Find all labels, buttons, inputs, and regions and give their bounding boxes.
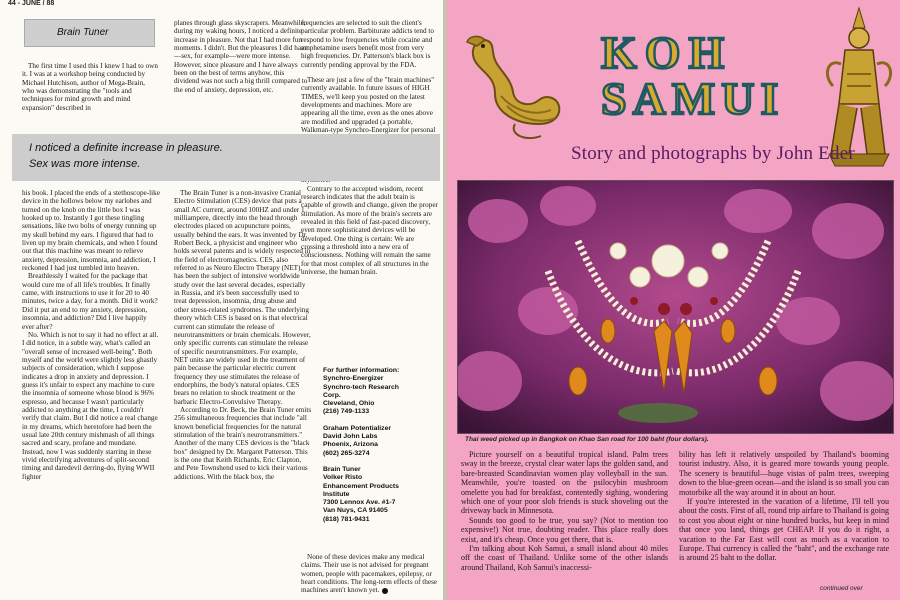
byline: Story and photographs by John Eder — [571, 143, 855, 164]
closing-paragraph-box — [301, 553, 438, 595]
photo-caption: Thai weed picked up in Bangkok on Khao San road for 100 baht (four dollars). — [465, 436, 709, 443]
contact-info — [323, 367, 399, 524]
continued-over-label: continued over — [820, 585, 863, 592]
contact-line: Phoenix, Arizona — [323, 441, 378, 449]
column-1-bottom — [22, 189, 160, 481]
title-line-2: SAMUI — [601, 73, 785, 118]
section-title-box — [24, 19, 155, 47]
paragraph: Sounds too good to be true, you say? (Not to mention too expensive!) Not true, doubting reader. This place really does exist, and it's cheap. Once you get there, that is. — [461, 515, 668, 544]
contact-line: Enhancement Products — [323, 482, 399, 490]
title-logo — [577, 28, 867, 118]
paragraph: planes through glass skyscrapers. Meanwhile, during my waking hours, I noticed a definite increase in pleasure. Not that I had more fun moments. I didn't. But the pleasures I did have—sex, for example—were more intense. However, since pleasure and I have always been on the best of terms anyhow, this dividend was not such a big thrill compared to the end of anxiety, depression, etc. — [174, 19, 308, 94]
contact-line: Van Nuys, CA 91405 — [323, 507, 388, 515]
closing-paragraph — [301, 553, 438, 595]
paragraph: I'm talking about Koh Samui, a small island about 40 miles off the coast of Thailand. Unlike some of the other islands around Thailand, Koh Samui's inaccessi- — [461, 544, 668, 572]
pull-quote — [12, 134, 440, 181]
contact-line: Synchro-Energizer — [323, 375, 384, 383]
contact-line: Institute — [323, 490, 350, 498]
contact-block — [323, 375, 399, 416]
contact-line: 7300 Lennox Ave. #1-7 — [323, 499, 396, 507]
column-2-top — [174, 19, 310, 94]
paragraph: No. Which is not to say it had no effect at all. I did notice, in a subtle way, what's called an "overall sense of increased well-being". Both myself and the world were slightly less ghastly subjects of consideration, which I suppose indicates a drop in anxiety and depression. I guess it's unfair to expect any machine to cure the insomnia of someone whose blood is 96% espresso, and because I wasn't particularly addicted to anything at the time, I couldn't verify that claim. But I did notice a real change in my dreams, which heretofore had been the usual late 20th century mishmash of all things sacred and scary, profane and mundane. Instead, now I was suddenly starring in these vivid electrifying adventures of split-second timing and daredevil derring-do, flying WWII fighter — [22, 330, 159, 481]
pull-quote-line-2: Sex was more intense. — [29, 158, 141, 170]
right-page — [447, 0, 900, 600]
contact-header: For further information: — [323, 367, 400, 374]
contact-block — [323, 425, 399, 458]
closing-text: None of these devices make any medical claims. Their use is not advised for pregnant women, people with pacemakers, epilepsy, or heart conditions. The long-term effects of these machines aren't known yet. — [301, 553, 438, 595]
section-title: Brain Tuner — [57, 27, 109, 38]
contact-line: Corp. — [323, 391, 341, 399]
paragraph: These are just a few of the "brain machines" currently available. In future issues of HIGH TIMES, we'll keep you posted on the latest developments and machines. More are appearing all the time, even as the ones above are modified and upgraded (a portable, Walkman-type Synchro-Energizer for personal — [301, 76, 436, 135]
end-bullet-icon — [382, 588, 388, 594]
paragraph: Breathlessly I waited for the package that would cure me of all life's troubles. It finally came, with instructions to use it for 20 to 40 minutes, twice a day, for a month. Did it work? Did it put an end to my anxiety, depression, insomnia, and addiction? Did I live happily ever after? — [22, 272, 158, 331]
article-column-1 — [461, 450, 668, 572]
contact-line: Cleveland, Ohio — [323, 400, 375, 408]
contact-line: (818) 781-9431 — [323, 515, 370, 523]
page-folio: 44 - JUNE / 88 — [8, 0, 55, 7]
contact-line: David John Labs — [323, 433, 378, 441]
paragraph: The Brain Tuner is a non-invasive Cranial Electro Stimulation (CES) device that puts a small AC current, around 100HZ and under 1 milliampere, directly into the head through electrodes placed on acupuncture points, usually behind the ears. It was invented by Dr. Robert Beck, a physicist and engineer who holds several patents and is widely respected in the field of electromagnetics. CES, also referred to as Neuro Electro Therapy (NET), has been the subject of intensive worldwide study over the last several decades, especially in Russia, and it's been successfully used to treat depression, insomnia, drug abuse and other stress-related syndromes. The underlying theory which CES is based on is that electrical current can stimulate the release of neurotransmitters or brain chemicals. However, only specific currents can stimulate the release of specific neurotransmitters. For example, NET units are widely used in the treatment of pain because the particular electric current frequency they use stimulates the release of endorphins, the body's natural opiates. CES bears no relation to shock treatment or the barbaric Electro-Convulsive Therapy. — [174, 189, 311, 406]
golden-swan-ornament-icon — [455, 20, 565, 150]
contact-line: Volker Risto — [323, 474, 363, 482]
pull-quote-line-1: I noticed a definite increase in pleasure. — [29, 142, 223, 154]
paragraph: bility has left it relatively unspoiled by Thailand's booming tourist industry. Also, it is geared more towards young people. The scenery is beautiful—huge vistas of palm trees, sweeping down to the blue-green ocean—and the island is so small you can motorbike all the way around it in about an hour. — [679, 450, 889, 497]
paragraph: The first time I used this I knew I had to own it. I was at a workshop being conducted by Michael Hutchison, author of Mega-Brain, who was demonstrating the "tools and techniques for mind growth and mind expansion" described in — [22, 62, 158, 112]
contact-line: Graham Potentializer — [323, 424, 391, 432]
paragraph: his book. I placed the ends of a stethoscope-like device in the hollows below my earlobes and turned on the knob on the little box I was hooked up to. Instantly I got these tingling sensations, like two bolts of energy running up my skull behind my ears. I figured that had to liven up my brain chemicals, and when I found out that this machine was meant to relieve anxiety, depression, insomnia, and addiction, I reckoned I had just tumbled into heaven. — [22, 189, 160, 273]
photo-flower-garland — [457, 180, 894, 434]
contact-line: (602) 265-3274 — [323, 449, 370, 457]
title-line-1: KOH — [601, 28, 733, 78]
contact-line: (216) 749-1133 — [323, 408, 370, 416]
paragraph: According to Dr. Beck, the Brain Tuner emits 256 simultaneous frequencies that include "all known beneficial frequencies for the natural stimulation of the brain's neurotransmitters." Another of the many CES devices is the "black box" designed by Dr. Margaret Patterson. This is the one that Keith Richards, Eric Clapton, and Pete Townshend used to kick their various addictions. With the black box, the — [174, 405, 312, 481]
left-page — [0, 0, 443, 600]
paragraph: If you're interested in the vacation of a lifetime, I'll tell you about the costs. First of all, round trip airfare to Thailand is going to cost you about eight or nine hundred bucks, but keep in mind that once you land, things get CHEAP. If you do it right, a vacation to the Far East will cost as much as a vacation to Europe. Thai currency is called the "baht", and the exchange rate is around 25 baht to the dollar. — [679, 497, 889, 563]
article-column-2 — [679, 450, 889, 563]
column-2-bottom — [174, 189, 312, 481]
contact-line: Synchro-tech Research — [323, 383, 399, 391]
column-1-top — [22, 62, 158, 112]
paragraph: Picture yourself on a beautiful tropical island. Palm trees sway in the breeze, crystal clear water laps the golden sand, and bare-breasted Scandinavian women play volleyball in the sun. Meanwhile, you're toasted on the psilocybin mushroom omelette you had for breakfast, contentedly sighing, wondering which one of your poor slob friends is stuck shoveling out the driveway back in Minnesota. — [461, 450, 668, 516]
contact-block — [323, 466, 399, 524]
contact-line: Brain Tuner — [323, 465, 361, 473]
paragraph: Contrary to the accepted wisdom, recent research indicates that the adult brain is capable of growth and change, given the proper stimulation. As more of the brain's secrets are revealed in this field of fast-paced discovery, even more sophisticated devices will be developed. One thing is certain: We are crossing a threshold into a new era of consciousness. Nothing will remain the same for that most complex of all structures in the universe, the human brain. — [301, 184, 438, 276]
paragraph: frequencies are selected to suit the client's particular problem. Barbiturate addicts tend to respond to low frequencies while cocaine and amphetamine users benefit most from very high frequencies. Dr. Patterson's black box is currently pending approval by the FDA. — [301, 19, 434, 69]
